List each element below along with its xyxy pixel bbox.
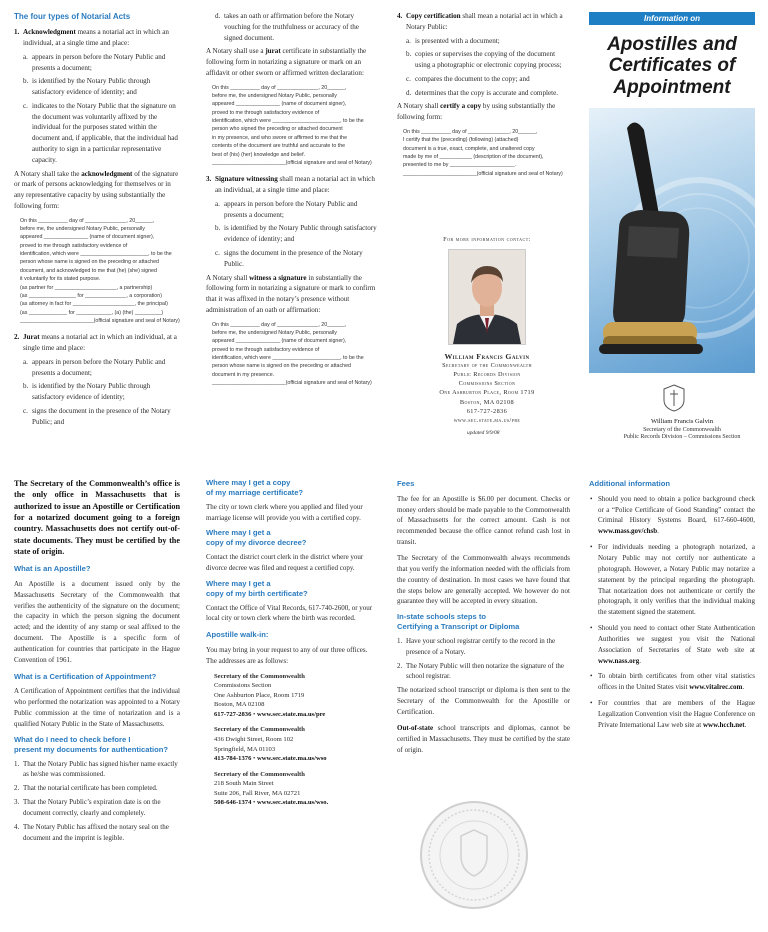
bullet-birth-certificates: • To obtain birth certificates from other vital statistics offices in the United States visit www.vitalrec.com. [589,671,755,693]
divorce-paragraph: Contact the district court clerk in the district where your divorce decree was filed and request a certified copy. [206,553,364,572]
list-item: b. is identified by the Notary Public through satisfactory evidence of identity; and [215,224,377,244]
contact-lines [397,361,577,425]
panel-notarial-acts-3 [397,11,569,185]
heading-apostille-walkin: Apostille walk-in: [206,630,269,640]
list-item: a. appears in person before the Notary Public and presents a document; [215,199,358,219]
link-nass[interactable]: www.nass.org [598,656,640,665]
heading-check-before: What do I need to check before I present my documents for authentication? [14,734,169,754]
heading-what-is-certification: What is a Certification of Appointment? [14,671,157,681]
acknowledgment-form: On this __________ day of ______________, 20______, before me, the undersigned Notary Public, personally appeared _______________ (name of document signer), proved to me through satisfactory evidence of identification, which were _______________________, to be the person whose name is signed on the preceding or attached document, and acknowledged to me that (he) (she) signed it voluntarily for its stated purpose. (as partner for _____________________, a partnership) (as ________________ for ______________, a corporation) (as attorney in fact for _____________________, the principal) (as _____________ for ____________, (a) (the) _________) _________________________(official signature and seal of Notary) [20,217,180,324]
jurat-paragraph: A Notary shall use a jurat certificate in substantially the following form in notarizing a signature or mark on an affidavit or other sworn or affirmed written declaration: [206,47,367,77]
bullet-police-check: • Should you need to obtain a police background check or a “Police Certificate of Good Standing” contact the Criminal History Systems Board, 617-660-4600, www.mass.gov/chsb. [589,494,755,537]
heading-additional-info: Additional information [589,479,670,488]
office-address: Secretary of the Commonwealth 436 Dwight Street, Room 102 Springfield, MA 01103 413-784-1376 • www.sec.state.ma.us/wso [214,726,327,763]
list-item: a. appears in person before the Notary Public and presents a document; [23,357,166,377]
list-item: 2. That the notarial certificate has been completed. [14,784,158,793]
link-mass-gov-chsb[interactable]: www.mass.gov/chsb [598,527,658,536]
panel-notarial-acts-2 [206,11,378,395]
signature-witnessing-form: On this __________ day of ______________, 20______, before me, the undersigned Notary Public, personally appeared _______________ (name of document signer), proved to me through satisfactory evidence of identification, which were _______________________, to be the person whose name is signed on the preceding or attached document in my presence. _________________________(official signature and seal of Notary) [212,321,372,387]
jurat-definition: 2. Jurat means a notarial act in which an individual, at a single time and place: [14,333,177,353]
heading-notarial-acts: The four types of Notarial Acts [14,12,131,21]
panel-apostille-info [14,478,180,846]
heading-instate-schools: In-state schools steps to Certifying a Transcript or Diploma [397,612,520,632]
office-addresses [206,672,378,808]
jurat-form: On this __________ day of ______________, 20______, before me, the undersigned Notary Public, personally appeared _______________ (name of document signer), proved to me through satisfactory evidence of identification, which were _______________________, to be the person who signed the preceding or attached document in my presence, and who swore or affirmed to me that the contents of the document are truthful and accurate to the best of (his) (her) knowledge and belief. _________________________(official signature and seal of Notary) [212,84,372,166]
list-item: c. signs the document in the presence of the Notary Public. [215,248,363,268]
list-item: c. signs the document in the presence of the Notary Public; and [23,407,171,426]
office-phone: 508-646-1374 [214,799,252,807]
office-address: Secretary of the Commonwealth Commissions Section One Ashburton Place, Room 1719 Boston, MA 02108 617-727-2836 • www.sec.state.ma.us/pre [214,672,326,718]
heading-marriage-certificate: Where may I get a copy of my marriage certificate? [206,478,304,497]
contact-line: One Ashburton Place, Room 1719 [439,389,535,397]
acknowledgment-items [14,52,181,166]
jurat-items [14,357,181,428]
office-address: Secretary of the Commonwealth 218 South Main Street Suite 206, Fall River, MA 02721 508-646-1374 • www.sec.state.ma.us/wso. [214,770,329,807]
list-item: 3. That the Notary Public’s expiration date is on the document correctly, clearly and completely. [14,798,161,817]
birth-paragraph: Contact the Office of Vital Records, 617-740-2600, or your local city or town clerk where the birth was recorded. [206,603,373,623]
bullet-hague-countries: • For countries that are members of the Hague Legalization Convention visit the Hague Conference on Private International Law web site at www.hcch.net. [589,698,755,731]
contact-title: For more information contact: [443,236,531,243]
jurat-item-d: d. takes an oath or affirmation before the Notary vouching for the truthfulness or accuracy of the signed document. [215,12,359,42]
walkin-paragraph: You may bring in your request to any of our three offices. The addresses are as follows: [206,645,368,665]
fees-paragraph: The fee for an Apostille is $6.00 per document. Checks or money orders should be made payable to the Commonwealth of Massachusetts for the correct amount. Cash is not recommended because the office cannot refund cash lost in transit. [397,494,570,547]
bullet-photograph: • For individuals needing a photograph notarized, a Notary Public may not certify nor authenticate a photograph. However, a Notary Public may notarize a statement by the principal regarding the photograph. That notarization does not authenticate or certify the photograph, it only verifies that the individual making the statement signed the statement. [589,542,755,618]
contact-block [397,236,577,436]
copy-certification-definition: 4. Copy certification shall mean a notarial act in which a Notary Public: [397,12,563,31]
signature-witnessing-paragraph: A Notary shall witness a signature in substantially the following form in notarizing a signature or mark to confirm that it was affixed in the notary’s presence without administration of an oath or affirmation: [206,273,376,314]
panel-fees-schools [397,478,570,760]
contact-line: Commissions Section [458,380,516,388]
notary-embosser-icon [589,108,755,373]
list-item: 2. The Notary Public will then notarize the signature of the school registrar. [397,661,565,681]
heading-divorce-decree: Where may I get a copy of my divorce decree? [206,528,307,548]
signature-witnessing-items [206,199,378,270]
marriage-paragraph: The city or town clerk where you applied and filed your marriage license will provide you with a certified copy. [206,502,363,522]
contact-line: Public Records Division [453,371,521,379]
office-website-link[interactable]: www.sec.state.ma.us/wso. [256,799,329,807]
list-item: b. is identified by the Notary Public through satisfactory evidence of identity; [23,382,151,402]
panel-notarial-acts-1 [14,11,181,431]
portrait-icon [449,250,525,344]
office-phone: 617-727-2836 [214,710,252,718]
massachusetts-seal-icon [663,384,685,412]
list-item: a. is presented with a document; [406,36,500,45]
link-hcch[interactable]: www.hcch.net [702,720,745,729]
panel-additional-info [589,478,755,736]
list-item: 1. Have your school registrar certify to the record in the presence of a Notary. [397,636,556,656]
link-vitalrec[interactable]: www.vitalrec.com [689,683,743,692]
copy-certification-form: On this __________ day of ______________, 20______, I certify that the (preceding) (following) (attached) document is a true, exact, complete, and unaltered copy made by me of ___________ (description of the document), presented to me by ______________________. _________________________(official signature and seal of Notary) [403,129,563,177]
panel-certificates-walkin [206,478,378,814]
heading-birth-certificate: Where may I get a copy of my birth certificate? [206,578,308,598]
list-item: c. indicates to the Notary Public that the signature on the document was voluntarily affixed by the individual for the purposes stated within the document and, if applicable, that the individual had authority to sign in a particular representative capacity. [23,101,178,164]
recommendation-paragraph: The Secretary of the Commonwealth always recommends that you verify the information needed with the officials from the country of destination. In most cases we have found that the steps below are generally accepted. We however do not guarantee they will be accepted in every situation. [397,553,570,606]
check-items [14,759,180,844]
acknowledgment-paragraph: A Notary shall take the acknowledgment of the signature or mark of persons acknowledging for themselves or in any representative capacity by using substantially the following form: [14,169,179,210]
copy-certification-items [397,36,569,99]
cover-title: Apostilles and Certificates of Appointment [607,34,737,98]
office-website-link[interactable]: www.sec.state.ma.us/wso [256,755,327,763]
copy-certification-paragraph: A Notary shall certify a copy by using substantially the following form: [397,102,556,122]
instate-steps [397,636,570,682]
list-item: b. is identified by the Notary Public through satisfactory evidence of identity; and [23,77,151,97]
intro-statement: The Secretary of the Commonwealth’s office is the only office in Massachusetts that is authorized to issue an Apostille or Certification for a notarized document going to a foreign country. Massachusetts does not certify out-of-state documents. They must be certified by the state of origin. [14,479,180,556]
sent-paragraph: The notarized school transcript or diploma is then sent to the Secretary of the Commonwealth for the Apostille or Certification. [397,686,570,716]
list-item: b. copies or supervises the copying of the document using a photographic or electronic copying process; [406,50,562,70]
office-website-link[interactable]: www.sec.state.ma.us/pre [256,710,326,718]
contact-name: William Francis Galvin [444,352,530,361]
list-item: a. appears in person before the Notary Public and presents a document; [23,52,166,72]
commonwealth-seal-icon [419,800,529,910]
list-item: 4. The Notary Public has affixed the notary seal on the document and the imprint is legible. [14,822,169,842]
heading-fees: Fees [397,479,415,488]
out-of-state-paragraph: Out-of-state school transcripts and diplomas, cannot be certified in Massachusetts. They must be certified by the state of origin. [397,723,570,754]
apostille-paragraph: An Apostille is a document issued only by the Massachusetts Secretary of the Commonwealth that verifies the authenticity of the signature on the document; the capacity in which the person signing the document acted; and the identity of any stamp or seal affixed to the document. The Apostille is a specific form of authentication for countries that participate in the Hague Convention of 1961. [14,579,180,664]
contact-line: 617-727-2836 [466,407,508,415]
portrait-photo [448,249,526,345]
bullet-state-authorities: • Should you need to contact other State Authentication Authorities we suggest you visit the National Association of Secretaries of State web site at www.nass.org. [589,623,755,666]
cover-signature: William Francis Galvin Secretary of the Commonwealth Public Records Division – Commissions Section [623,418,741,441]
contact-line: Secretary of the Commonwealth [442,362,532,369]
signature-witnessing-definition: 3. Signature witnessing shall mean a notarial act in which an individual, at a single time and place: [206,175,375,195]
contact-line: Boston, MA 02108 [459,398,515,406]
list-item: c. compares the document to the copy; and [406,74,530,83]
list-item: d. determines that the copy is accurate and complete. [406,88,558,97]
acknowledgment-definition: 1. Acknowledgment means a notarial act in which an individual, at a single time and place: [14,28,169,47]
office-phone: 413-784-1376 [214,755,252,763]
heading-what-is-apostille: What is an Apostille? [14,564,91,574]
cover-image [589,108,755,373]
updated-date: updated 9/9/08 [467,429,500,436]
cover-banner: Information on [589,12,755,25]
additional-info-list [589,494,755,731]
list-item: 1. That the Notary Public has signed his/her name exactly as he/she was commissioned. [14,759,178,779]
certification-paragraph: A Certification of Appointment certifies that the individual who performed the notarization was appointed to a Notary Public commission at the time of notarization and is a qualified Notary Public in the State of Massachusetts. [14,687,180,728]
contact-line[interactable]: www.sec.state.ma.us/pre [453,416,521,424]
